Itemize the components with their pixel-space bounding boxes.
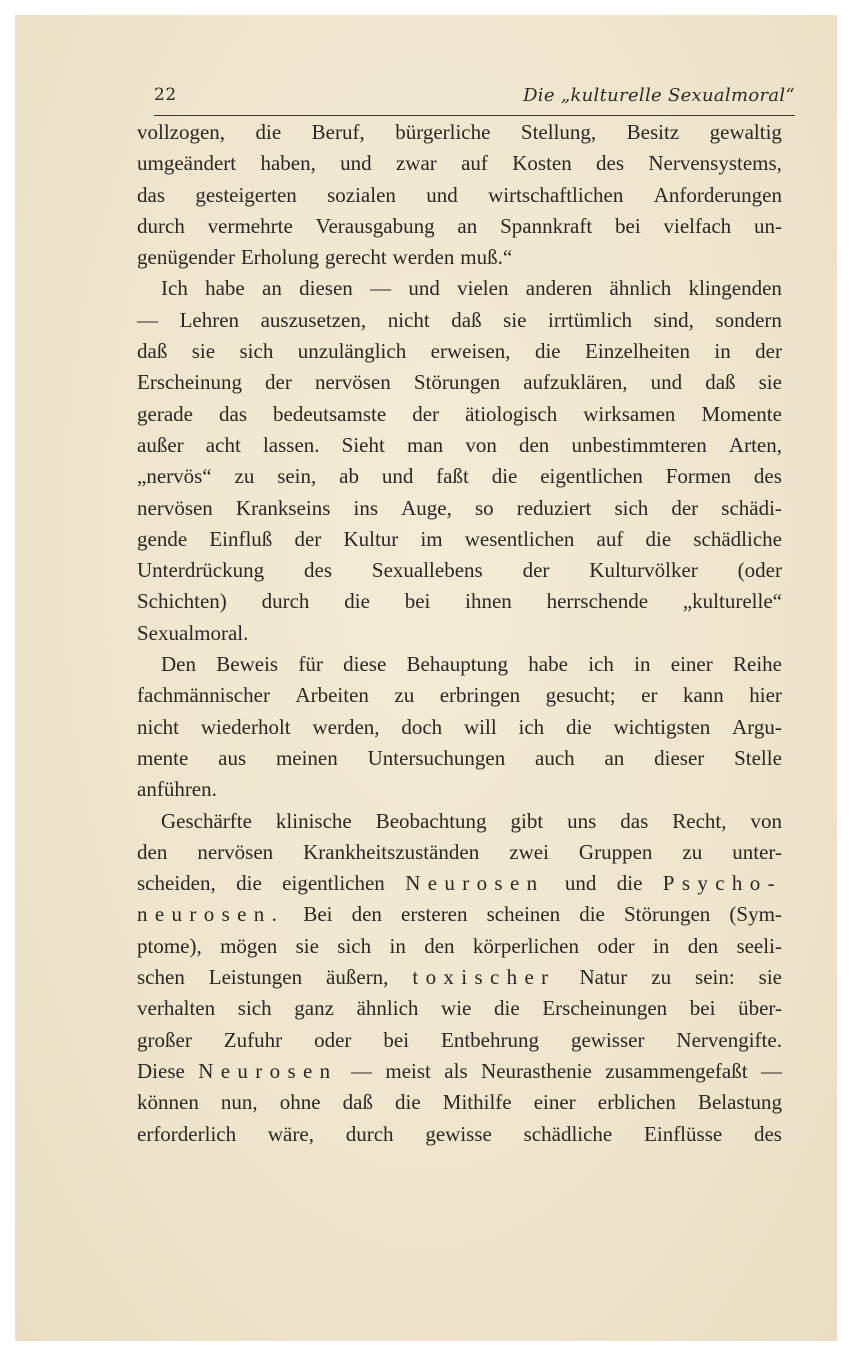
page-number: 22 — [154, 85, 177, 105]
word: Recht, — [672, 808, 727, 833]
text-line — [137, 461, 782, 492]
word: schen — [137, 965, 185, 990]
word: für — [298, 652, 323, 677]
word: zu — [394, 683, 415, 708]
word: Psycho- — [662, 871, 782, 896]
text-line — [137, 148, 782, 179]
word: er — [641, 683, 658, 708]
word: werden — [392, 245, 455, 270]
word: gewisse — [425, 1121, 492, 1146]
word: den — [137, 839, 168, 864]
word: gibt — [510, 808, 544, 833]
word: Beruf, — [311, 120, 365, 144]
text-line — [137, 899, 782, 930]
word: — — [137, 307, 158, 332]
word: (Sym- — [729, 902, 782, 927]
word: klinische — [275, 808, 352, 833]
word: Reihe — [733, 652, 782, 677]
word: die — [616, 871, 643, 896]
word: auf — [461, 151, 488, 176]
word: Erholung — [240, 245, 319, 270]
word: gerecht — [324, 245, 387, 270]
word: als — [444, 1058, 468, 1083]
word: sich — [614, 495, 649, 520]
word: den — [687, 933, 719, 958]
word: Momente — [701, 401, 782, 426]
word: und — [408, 276, 440, 301]
word: Auge, — [401, 495, 452, 520]
word: seeli- — [736, 933, 782, 958]
word: anderen — [525, 276, 593, 301]
word: diese — [343, 652, 387, 677]
word: Den — [161, 652, 196, 677]
word: die — [579, 902, 605, 927]
word: man — [407, 432, 444, 457]
word: erweisen, — [430, 339, 511, 364]
word: eigentlichen — [540, 464, 643, 489]
word: ins — [353, 495, 378, 520]
word: Belastung — [697, 1090, 782, 1115]
word: nervösen — [137, 495, 213, 520]
word: sie — [758, 370, 782, 395]
text-line — [137, 524, 782, 555]
word: ohne — [279, 1090, 321, 1115]
text-line — [137, 868, 782, 899]
word: dieser — [654, 745, 705, 770]
text-line — [137, 1119, 782, 1150]
word: — — [350, 1058, 372, 1083]
word: bedeutsamste — [273, 401, 387, 426]
word: bei — [615, 213, 641, 238]
word: in — [634, 652, 651, 677]
word: außer — [137, 432, 184, 457]
word: Unterdrückung — [137, 558, 265, 583]
word: das — [219, 401, 247, 426]
word: Stellung, — [520, 120, 597, 144]
word: hier — [749, 683, 782, 708]
word: reduziert — [516, 495, 592, 520]
word: die — [395, 1090, 421, 1115]
word: habe — [528, 652, 568, 677]
word: ptome), — [137, 933, 202, 958]
text-line — [137, 1025, 782, 1056]
word: uns — [567, 808, 597, 833]
text-line — [137, 712, 782, 743]
word: durch — [137, 213, 185, 238]
text-line — [137, 493, 782, 524]
word: daß — [705, 370, 736, 395]
word: Verausgabung — [315, 213, 435, 238]
word: in — [714, 339, 731, 364]
word: großer — [137, 1027, 192, 1052]
text-line — [137, 680, 782, 711]
word: toxischer — [412, 965, 556, 990]
word: Nervengifte. — [676, 1027, 782, 1052]
word: des — [596, 151, 625, 176]
text-line — [137, 618, 782, 649]
word: und — [426, 182, 458, 207]
word: schädliche — [693, 526, 782, 551]
word: mögen — [220, 933, 278, 958]
word: scheiden, — [137, 871, 216, 896]
word: der — [265, 370, 292, 395]
word: Einzelheiten — [585, 339, 690, 364]
word: im — [420, 526, 443, 551]
word: kann — [682, 683, 724, 708]
word: nicht — [387, 307, 430, 332]
word: sich — [239, 339, 274, 364]
text-line — [137, 993, 782, 1024]
word: über- — [738, 996, 782, 1021]
word: Sieht — [341, 432, 385, 457]
word: und — [650, 370, 683, 395]
word: Erscheinungen — [542, 996, 668, 1021]
word: herrschende — [546, 589, 649, 614]
word: Schichten) — [137, 589, 227, 614]
word: vielfach — [663, 213, 732, 238]
word: aufzuklären, — [523, 370, 628, 395]
word: (oder — [737, 558, 782, 583]
word: Gruppen — [578, 839, 653, 864]
word: sie — [758, 965, 782, 990]
word: Arbeiten — [295, 683, 369, 708]
word: sind, — [653, 307, 694, 332]
word: ihnen — [465, 589, 512, 614]
word: ganz — [294, 996, 334, 1021]
word: auf — [596, 526, 624, 551]
word: anführen. — [137, 777, 217, 802]
text-line — [137, 430, 782, 461]
word: haben, — [260, 151, 316, 176]
word: aus — [218, 745, 247, 770]
word: die — [255, 120, 282, 144]
word: der — [522, 558, 550, 583]
word: Ich — [161, 276, 188, 301]
word: gerade — [137, 401, 193, 426]
text-line — [137, 336, 782, 367]
word: oder — [597, 933, 635, 958]
word: das — [620, 808, 649, 833]
word: daß — [451, 307, 482, 332]
word: zwar — [395, 151, 437, 176]
word: ich — [588, 652, 614, 677]
word: „kulturelle“ — [682, 589, 782, 614]
word: Sexualmoral. — [137, 620, 249, 645]
word: oder — [314, 1027, 352, 1052]
text-line — [137, 211, 782, 242]
word: Einflüsse — [644, 1121, 723, 1146]
word: äußern, — [326, 965, 389, 990]
word: den — [424, 933, 455, 958]
word: so — [474, 495, 494, 520]
word: Arten, — [728, 432, 782, 457]
word: will — [464, 714, 497, 739]
word: erforderlich — [137, 1121, 237, 1146]
page-header — [154, 85, 795, 116]
word: daß — [342, 1090, 373, 1115]
word: zu — [651, 965, 672, 990]
word: Natur — [579, 965, 628, 990]
word: Störungen — [623, 902, 711, 927]
word: daß — [137, 339, 168, 364]
word: des — [753, 1121, 782, 1146]
word: meist — [385, 1058, 431, 1083]
word: Besitz — [626, 120, 680, 144]
word: neurosen. — [137, 902, 285, 927]
word: faßt — [436, 464, 469, 489]
word: wäre, — [267, 1121, 314, 1146]
word: an — [604, 745, 625, 770]
word: einer — [670, 652, 713, 677]
word: Krankseins — [235, 495, 331, 520]
word: fachmännischer — [137, 683, 270, 708]
word: Bei — [303, 902, 333, 927]
word: zwei — [509, 839, 549, 864]
word: sie — [191, 339, 216, 364]
word: zu — [682, 839, 703, 864]
word: unzulänglich — [297, 339, 407, 364]
word: bei — [689, 996, 716, 1021]
word: der — [294, 526, 322, 551]
word: den — [351, 902, 382, 927]
text-line — [137, 1087, 782, 1118]
text-line — [137, 367, 782, 398]
word: körperlichen — [472, 933, 579, 958]
word: die — [566, 714, 592, 739]
word: diesen — [299, 276, 353, 301]
word: eigentlichen — [282, 871, 385, 896]
word: Leistungen — [208, 965, 303, 990]
word: Erscheinung — [137, 370, 242, 395]
word: mente — [137, 745, 189, 770]
word: ersteren — [401, 902, 468, 927]
word: werden, — [312, 714, 380, 739]
word: von — [750, 808, 782, 833]
word: Beobachtung — [375, 808, 487, 833]
running-title: Die „kulturelle Sexualmoral“ — [523, 85, 795, 106]
word: schädi- — [721, 495, 782, 520]
word: bei — [383, 1027, 410, 1052]
word: Einfluß — [209, 526, 273, 551]
word: der — [671, 495, 699, 520]
word: die — [344, 589, 370, 614]
word: der — [412, 401, 440, 426]
word: vollzogen, — [137, 120, 226, 144]
word: in — [389, 933, 406, 958]
word: Untersuchungen — [367, 745, 506, 770]
word: lassen. — [262, 432, 320, 457]
word: bürgerliche — [395, 120, 491, 144]
word: Zufuhr — [223, 1027, 283, 1052]
word: ähnlich — [356, 996, 419, 1021]
word: scheinen — [486, 902, 561, 927]
word: sich — [337, 933, 372, 958]
word: Stelle — [734, 745, 782, 770]
word: schädliche — [523, 1121, 613, 1146]
word: Nervensystems, — [648, 151, 782, 176]
word: gesucht; — [545, 683, 616, 708]
word: die — [236, 871, 262, 896]
word: genügender — [137, 245, 235, 270]
word: klingenden — [688, 276, 782, 301]
word: an — [457, 213, 478, 238]
word: sein, — [277, 464, 317, 489]
word: Formen — [665, 464, 732, 489]
word: Spannkraft — [500, 213, 593, 238]
word: können — [137, 1090, 199, 1115]
word: erblichen — [597, 1090, 676, 1115]
word: sie — [295, 933, 319, 958]
word: nicht — [137, 714, 179, 739]
word: in — [653, 933, 670, 958]
text-line — [137, 242, 782, 273]
word: und — [564, 871, 597, 896]
text-line — [137, 273, 782, 304]
word: sondern — [715, 307, 782, 332]
word: wirksamen — [583, 401, 676, 426]
word: verhalten — [137, 996, 216, 1021]
text-line — [137, 586, 782, 617]
word: durch — [345, 1121, 394, 1146]
word: ätiologisch — [465, 401, 558, 426]
text-line — [137, 117, 782, 148]
word: Sexuallebens — [371, 558, 483, 583]
word: meinen — [275, 745, 338, 770]
word: die — [491, 464, 518, 489]
word: durch — [261, 589, 310, 614]
word: an — [262, 276, 282, 301]
word: nervösen — [314, 370, 391, 395]
word: gewisser — [570, 1027, 645, 1052]
word: acht — [205, 432, 241, 457]
word: doch — [401, 714, 443, 739]
word: irrtümlich — [548, 307, 633, 332]
word: ich — [518, 714, 545, 739]
text-line — [137, 962, 782, 993]
word: nervösen — [197, 839, 274, 864]
word: die — [534, 339, 561, 364]
word: — — [760, 1058, 782, 1083]
word: und — [381, 464, 414, 489]
word: den — [518, 432, 550, 457]
word: das — [137, 182, 165, 207]
text-line — [137, 305, 782, 336]
word: habe — [205, 276, 245, 301]
word: Mithilfe — [442, 1090, 512, 1115]
word: sein: — [695, 965, 735, 990]
word: sich — [237, 996, 272, 1021]
word: Argu- — [732, 714, 782, 739]
word: Kosten — [512, 151, 572, 176]
word: nun, — [220, 1090, 258, 1115]
word: vielen — [457, 276, 509, 301]
word: gesteigerten — [195, 182, 297, 207]
word: Neurasthenie — [481, 1058, 592, 1083]
word: zusammengefaßt — [605, 1058, 748, 1083]
word: Neurosen — [405, 871, 545, 896]
word: auszusetzen, — [260, 307, 367, 332]
text-line — [137, 649, 782, 680]
word: vermehrte — [207, 213, 293, 238]
word: Entbehrung — [441, 1027, 539, 1052]
word: „nervös“ — [137, 464, 212, 489]
word: Krankheitszuständen — [303, 839, 480, 864]
word: sie — [503, 307, 527, 332]
word: umgeändert — [137, 151, 237, 176]
word: gende — [137, 526, 188, 551]
word: Geschärfte — [161, 808, 252, 833]
word: einer — [533, 1090, 576, 1115]
word: unter- — [732, 839, 782, 864]
word: muß.“ — [460, 245, 513, 270]
word: die — [494, 996, 520, 1021]
text-line — [137, 806, 782, 837]
text-line — [137, 1056, 782, 1087]
word: Kultur — [343, 526, 399, 551]
word: Diese — [137, 1058, 185, 1083]
word: auch — [535, 745, 575, 770]
text-line — [137, 774, 782, 805]
text-line — [137, 931, 782, 962]
word: die — [645, 526, 672, 551]
text-line — [137, 180, 782, 211]
word: Anforderungen — [653, 182, 782, 207]
word: der — [755, 339, 782, 364]
word: und — [340, 151, 372, 176]
word: zu — [234, 464, 255, 489]
word: von — [465, 432, 497, 457]
body-text — [137, 117, 782, 1150]
word: des — [753, 464, 782, 489]
text-line — [137, 399, 782, 430]
word: wesentlichen — [464, 526, 575, 551]
text-line — [137, 837, 782, 868]
word: — — [370, 276, 392, 301]
word: wie — [441, 996, 472, 1021]
word: un- — [753, 213, 782, 238]
word: Behauptung — [406, 652, 509, 677]
word: unbestimmteren — [571, 432, 707, 457]
text-line — [137, 555, 782, 586]
word: Neurosen — [198, 1058, 338, 1083]
word: wichtigsten — [613, 714, 711, 739]
word: ähnlich — [609, 276, 672, 301]
word: gewaltig — [709, 120, 782, 144]
word: wirtschaftlichen — [488, 182, 624, 207]
word: Beweis — [216, 652, 279, 677]
word: wiederholt — [200, 714, 291, 739]
word: erbringen — [439, 683, 521, 708]
word: bei — [404, 589, 431, 614]
word: ab — [339, 464, 359, 489]
text-line — [137, 743, 782, 774]
word: des — [304, 558, 333, 583]
word: Lehren — [179, 307, 240, 332]
word: sozialen — [327, 182, 396, 207]
word: Störungen — [413, 370, 501, 395]
word: Kulturvölker — [589, 558, 698, 583]
